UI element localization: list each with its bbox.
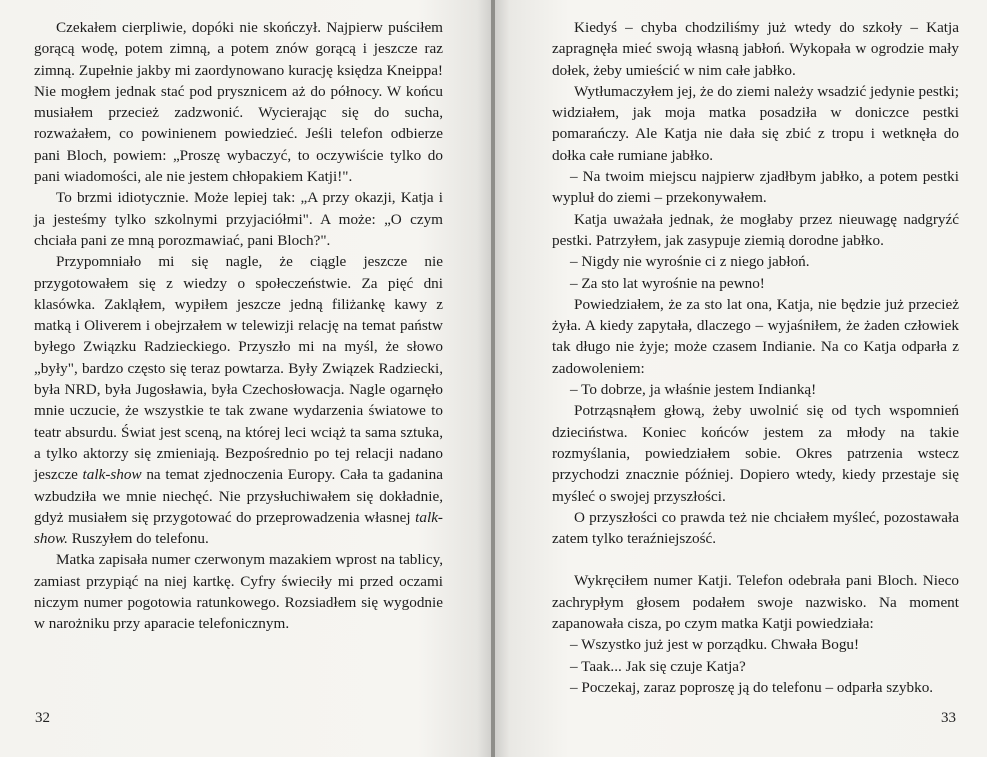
dialogue-line: – Za sto lat wyrośnie na pewno! [570,274,765,292]
paragraph: Czekałem cierpliwie, dopóki nie skończył. Najpierw puściłem gorącą wodę, potem zimną, a potem znów gorącą i jeszcze raz zimną. Zupełnie jakby mi zaordynowano kurację księdza Kneippa! Nie mogłem jednak stać pod prysznicem aż do północy. W końcu musiałem przecież zadzwonić. Wycierając się do sucha, rozważałem, co powinienem powiedzieć. Jeśli telefon odbierze pani Bloch, powiem: „Proszę wybaczyć, to oczywiście tylko do pani wiadomości, ale nie jestem chłopakiem Katji!". [34,19,443,186]
paragraph: Wytłumaczyłem jej, że do ziemi należy wsadzić jedynie pestki; widziałem, jak moja matka posadziła w doniczce pestki pomarańczy. Ale Katja nie dała się zbić z tropu i wetknęła do dołka całe rumiane jabłko. [552,82,959,164]
paragraph: O przyszłości co prawda też nie chciałem myśleć, pozostawała zatem tylko teraźniejszość. [552,508,959,548]
page-number: 32 [35,710,50,726]
paragraph: Katja uważała jednak, że mogłaby przez nieuwagę nadgryźć pestki. Patrzyłem, jak zasypuje ziemią dorodne jabłko. [552,210,959,249]
paragraph: Matka zapisała numer czerwonym mazakiem wprost na tablicy, zamiast przypiąć na niej kartkę. Cyfry świeciły mi przed oczami niczym numer pogotowia ratunkowego. Rozsiadłem się wygodnie w narożniku przy aparacie telefonicznym. [34,551,443,633]
dialogue-line: – Taak... Jak się czuje Katja? [570,657,746,675]
dialogue-line: – Wszystko już jest w porządku. Chwała Bogu! [570,636,860,654]
dialogue-line: – Nigdy nie wyrośnie ci z niego jabłoń. [570,253,810,271]
paragraph: Potrząsnąłem głową, żeby uwolnić się od tych wspomnień dzieciństwa. Koniec końców jestem za młody na takie rozmyślania, powiedziałem sobie. Okres patrzenia wstecz przychodzi znacznie później. Dopiero wtedy, kiedy przestaje się myśleć o swojej przyszłości. [552,402,959,505]
paragraph: To brzmi idiotycznie. Może lepiej tak: „A przy okazji, Katja i ja jesteśmy tylko szkolnymi przyjaciółmi". A może: „O czym chciała pani ze mną porozmawiać, pani Bloch?". [34,189,443,249]
paragraph [34,251,443,549]
left-page-text [34,17,443,635]
page-number: 33 [941,710,956,726]
paragraph: Powiedziałem, że za sto lat ona, Katja, nie będzie już przecież żyła. A kiedy zapytała, dlaczego – wyjaśniłem, że żaden człowiek tak długo nie żyje; może czasem Indianie. Na co Katja odparła z zadowoleniem: [552,295,959,377]
italic-term: talk-show [82,466,142,484]
right-page [495,0,987,757]
paragraph-text: Przypomniało mi się nagle, że ciągle jeszcze nie przygotowałem się z wiedzy o społeczeństwie. Za pięć dni klasówka. Zakląłem, wypiłem jeszcze jedną filiżankę kawy z matką i Oliverem i obejrzałem w telewizji relację na temat państw byłego Związku Radzieckiego. Przyszło mi na myśl, że słowo „były", bardzo często się teraz powtarza. Były Związek Radziecki, była NRD, była Jugosławia, była Czechosłowacja. Nagle ogarnęło mnie uczucie, że wszystkie te tak zwane wydarzenia światowe to teatr absurdu. Świat jest sceną, na której leci wciąż ta sama sztuka, a tylko aktorzy się zmieniają. Bezpośrednio po tej relacji nadano jeszcze [34,253,443,484]
paragraph-text: Ruszyłem do telefonu. [67,530,209,548]
paragraph: Wykręciłem numer Katji. Telefon odebrała pani Bloch. Nieco zachrypłym głosem podałem swoje nazwisko. Na moment zapanowała cisza, po czym matka Katji powiedziała: [552,572,959,633]
italic-term: talk-show. [34,508,443,548]
left-page [0,0,492,757]
dialogue-line: – Poczekaj, zaraz poproszę ją do telefonu – odparła szybko. [570,678,934,696]
right-page-text [552,17,959,698]
paragraph: Kiedyś – chyba chodziliśmy już wtedy do szkoły – Katja zapragnęła mieć swoją własną jabłoń. Wykopała w ogrodzie mały dołek, żeby umieścić w nim całe jabłko. [552,19,959,79]
paragraph-text: na temat zjednoczenia Europy. Cała ta gadanina wzbudziła we mnie niechęć. Nie przysłuchiwałem się dokładnie, gdyż musiałem się przygotować do przeprowadzenia własnej [34,466,443,526]
dialogue-line: – To dobrze, ja właśnie jestem Indianką! [570,381,817,399]
dialogue-line: – Na twoim miejscu najpierw zjadłbym jabłko, a potem pestki wypluł do ziemi – przekonywałem. [552,168,959,207]
